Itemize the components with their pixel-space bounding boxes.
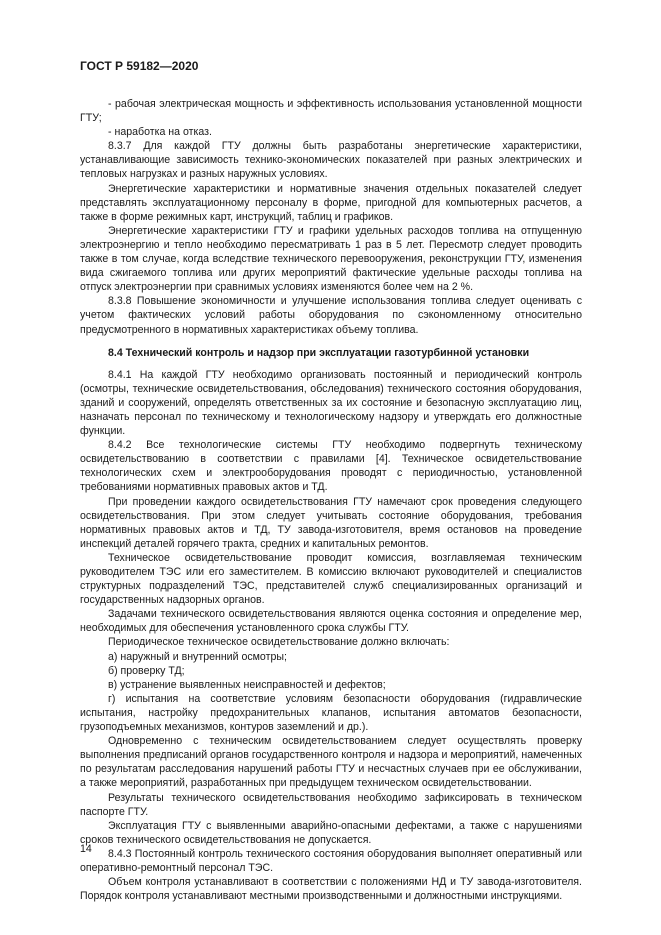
list-item: в) устранение выявленных неисправностей и дефектов; bbox=[108, 678, 386, 691]
document-page bbox=[80, 58, 582, 903]
paragraph: Энергетические характеристики ГТУ и графики удельных расходов топлива на отпущенную электроэнергию и тепло необходимо пересматривать 1 раз в 5 лет. Пересмотр следует проводить также в том случае, когда вследствие технического перевооружения, реконструкции ГТУ, изменения вида сжигаемого топлива или других мероприятий фактические удельные расходы топлива на отпуск электроэнергии при сравнимых условиях изменяются более чем на 2 %. bbox=[80, 224, 582, 294]
paragraph: Задачами технического освидетельствования являются оценка состояния и определение мер, необходимых для обеспечения установленного срока службы ГТУ. bbox=[80, 608, 582, 635]
paragraph: - рабочая электрическая мощность и эффективность использования установленной мощности ГТУ; bbox=[80, 98, 582, 125]
paragraph: Объем контроля устанавливают в соответствии с положениями НД и ТУ завода-изготовителя. Порядок контроля устанавливают местными производственными и должностными инструкциями. bbox=[80, 876, 582, 903]
paragraph: 8.4.2 Все технологические системы ГТУ необходимо подвергнуть техническому освидетельствованию в соответствии с правилами [4]. Техническое освидетельствование технологических схем и электрооборудования проводят с периодичностью, установленной требованиями нормативных правовых актов и ТД. bbox=[80, 439, 582, 494]
list-item: а) наружный и внутренний осмотры; bbox=[108, 650, 287, 663]
document-header: ГОСТ Р 59182—2020 bbox=[80, 59, 199, 73]
paragraph: - наработка на отказ. bbox=[108, 126, 212, 139]
paragraph: 8.4.3 Постоянный контроль технического состояния оборудования выполняет оперативный или оперативно-ремонтный персонал ТЭС. bbox=[80, 847, 582, 874]
page-number: 14 bbox=[80, 843, 92, 855]
section-heading: 8.4 Технический контроль и надзор при эксплуатации газотурбинной установки bbox=[108, 346, 530, 359]
list-item: г) испытания на соответствие условиям безопасности оборудования (гидравлические испытания, настройку предохранительных клапанов, испытания автоматов безопасности, грузоподъемных механизмов, контуров заземлений и др.). bbox=[80, 692, 582, 734]
paragraph: Энергетические характеристики и нормативные значения отдельных показателей следует представлять эксплуатационному персоналу в форме, пригодной для компьютерных расчетов, а также в форме режимных карт, инструкций, таблиц и графиков. bbox=[80, 182, 582, 223]
document-body bbox=[80, 97, 582, 903]
paragraph: Эксплуатация ГТУ с выявленными аварийно-опасными дефектами, а также с нарушениями сроков технического освидетельствования не допускается. bbox=[80, 819, 582, 846]
paragraph: 8.3.8 Повышение экономичности и улучшение использования топлива следует оценивать с учетом фактических условий работы оборудования по сэкономленному относительно предусмотренного в нормативных характеристиках объему топлива. bbox=[80, 295, 582, 336]
paragraph: Техническое освидетельствование проводит комиссия, возглавляемая техническим руководителем ТЭС или его заместителем. В комиссию включают руководителей и специалистов структурных подразделений ТЭС, представителей служб специализированных организаций и государственных надзорных органов. bbox=[80, 551, 582, 607]
paragraph: При проведении каждого освидетельствования ГТУ намечают срок проведения следующего освидетельствования. При этом следует учитывать состояние оборудования, требования нормативных правовых актов и ТД, ТУ завода-изготовителя, время остановов на проведение инспекций деталей горячего тракта, средних и капитальных ремонтов. bbox=[80, 495, 582, 550]
paragraph: Результаты технического освидетельствования необходимо зафиксировать в техническом паспорте ГТУ. bbox=[80, 791, 582, 818]
paragraph: 8.4.1 На каждой ГТУ необходимо организовать постоянный и периодический контроль (осмотры, технические освидетельствования, обследования) технического состояния оборудования, зданий и сооружений, определять ответственных за их состояние и безопасную эксплуатацию лиц, назначать персонал по техническому и технологическому надзору и утверждать его должностные функции. bbox=[80, 368, 582, 438]
paragraph: Периодическое техническое освидетельствование должно включать: bbox=[108, 636, 450, 649]
paragraph: Одновременно с техническим освидетельствованием следует осуществлять проверку выполнения предписаний органов государственного контроля и надзора и мероприятий, намеченных по результатам расследования нарушений работы ГТУ и несчастных случаев при ее обслуживании, а также мероприятий, разработанных при предыдущем техническом освидетельствовании. bbox=[80, 735, 582, 790]
paragraph: 8.3.7 Для каждой ГТУ должны быть разработаны энергетические характеристики, устанавливающие зависимость технико-экономических показателей при разных электрических и тепловых нагрузках и разных наружных условиях. bbox=[80, 140, 582, 181]
list-item: б) проверку ТД; bbox=[108, 664, 185, 677]
